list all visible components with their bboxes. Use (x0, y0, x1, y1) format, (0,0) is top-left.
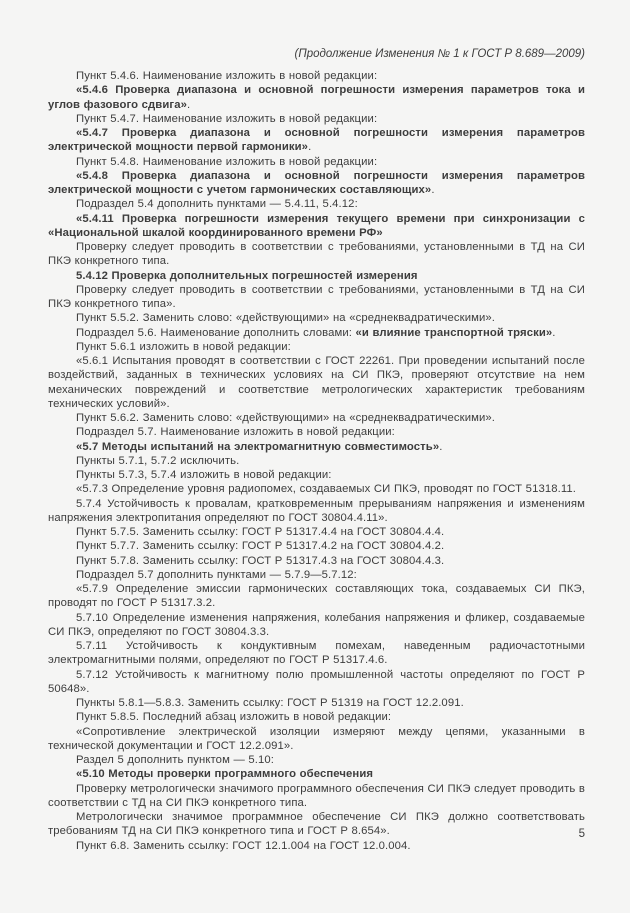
paragraph (48, 411, 585, 425)
text-run: Метрологически значимое программное обеспечение СИ ПКЭ должно соответствовать требованиям ТД на СИ ПКЭ конкретного типа и ГОСТ Р 8.654». (48, 811, 585, 838)
paragraph (48, 725, 585, 754)
paragraph (48, 112, 585, 126)
paragraph (48, 582, 585, 611)
paragraph (48, 497, 585, 526)
text-run-bold: «5.4.8 Проверка диапазона и основной погрешности измерения параметров электрической мощности с учетом гармонических составляющих» (48, 169, 585, 196)
paragraph (48, 568, 585, 582)
continuation-header: (Продолжение Изменения № 1 к ГОСТ Р 8.689—2009) (294, 48, 585, 60)
text-run-bold: «5.7 Методы испытаний на электромагнитную совместимость» (76, 440, 440, 453)
paragraph (48, 696, 585, 710)
text-run: . (186, 98, 191, 111)
text-run-bold: «и влияние транспортной тряски» (355, 326, 553, 339)
paragraph (48, 326, 585, 340)
paragraph (48, 354, 585, 411)
paragraph (48, 668, 585, 697)
text-run: . (308, 141, 312, 154)
text-run: «5.7.9 Определение эмиссии гармонических составляющих тока, создаваемых СИ ПКЭ, проводят по ГОСТ Р 51317.3.2. (48, 583, 585, 610)
paragraph (48, 83, 585, 112)
text-run: Пункт 5.7.7. Заменить ссылку: ГОСТ Р 51317.4.2 на ГОСТ 30804.4.2. (76, 540, 445, 553)
text-run: Подраздел 5.4 дополнить пунктами — 5.4.11, 5.4.12: (76, 198, 358, 211)
text-run: Подраздел 5.6. Наименование дополнить словами: (76, 326, 356, 339)
paragraph (48, 212, 585, 241)
paragraph (48, 69, 585, 83)
text-run: 5.7.12 Устойчивость к магнитному полю промышленной частоты определяют по ГОСТ Р 50648». (48, 668, 585, 695)
text-run: . (552, 326, 556, 339)
paragraph (48, 454, 585, 468)
paragraph (48, 639, 585, 668)
text-run-bold: «5.10 Методы проверки программного обеспечения (76, 768, 374, 781)
paragraph (48, 169, 585, 198)
text-run: Пункт 5.5.2. Заменить слово: «действующими» на «среднеквадратическими». (76, 312, 496, 325)
paragraph (48, 611, 585, 640)
paragraph (48, 839, 585, 853)
text-run-bold: 5.4.12 Проверка дополнительных погрешностей измерения (76, 269, 418, 282)
text-run-bold: «5.4.7 Проверка диапазона и основной погрешности измерения параметров электрической мощности первой гармоники» (48, 127, 585, 154)
paragraph (48, 425, 585, 439)
text-run: Пункт 5.4.7. Наименование изложить в новой редакции: (76, 112, 378, 125)
text-run: Проверку метрологически значимого программного обеспечения СИ ПКЭ следует проводить в соответствии с ТД на СИ ПКЭ конкретного типа. (48, 782, 585, 809)
text-run: «5.7.3 Определение уровня радиопомех, создаваемых СИ ПКЭ, проводят по ГОСТ 51318.11. (76, 483, 576, 496)
text-run: Пункт 5.8.5. Последний абзац изложить в новой редакции: (76, 711, 392, 724)
paragraph (48, 283, 585, 312)
paragraph (48, 340, 585, 354)
text-run: Подраздел 5.7 дополнить пунктами — 5.7.9—5.7.12: (76, 568, 357, 581)
text-run: Раздел 5 дополнить пунктом — 5.10: (76, 754, 275, 766)
text-run: Пункт 6.8. Заменить ссылку: ГОСТ 12.1.004 на ГОСТ 12.0.004. (76, 839, 411, 852)
page-number: 5 (578, 828, 585, 840)
text-run: Пункт 5.4.6. Наименование изложить в новой редакции: (76, 70, 378, 82)
paragraph (48, 197, 585, 211)
paragraph (48, 710, 585, 724)
text-run: Пункт 5.7.5. Заменить ссылку: ГОСТ Р 51317.4.4 на ГОСТ 30804.4.4. (76, 526, 445, 538)
text-run: Пункт 5.7.8. Заменить ссылку: ГОСТ Р 51317.4.3 на ГОСТ 30804.4.3. (76, 554, 445, 567)
text-run: 5.7.10 Определение изменения напряжения, колебания напряжения и фликер, создаваемые СИ ПКЭ, определяют по ГОСТ 30804.3.3. (48, 611, 585, 638)
paragraph (48, 767, 585, 781)
text-run: «Сопротивление электрической изоляции измеряют между цепями, указанными в технической документации и ГОСТ 12.2.091». (48, 725, 585, 752)
text-run: 5.7.4 Устойчивость к провалам, кратковременным прерываниям напряжения и изменениям напряжения электропитания определяют по ГОСТ 30804.4.11». (48, 497, 585, 524)
paragraph (48, 482, 585, 496)
text-run: . (439, 440, 443, 453)
text-run-bold: «5.4.11 Проверка погрешности измерения текущего времени при синхронизации с «Национальной шкалой координированного времени РФ» (48, 212, 585, 239)
text-run: . (431, 184, 435, 196)
paragraph (48, 525, 585, 539)
text-run: Пункт 5.6.1 изложить в новой редакции: (76, 340, 291, 353)
text-run: Проверку следует проводить в соответствии с требованиями, установленными в ТД на СИ ПКЭ конкретного типа». (48, 283, 585, 310)
paragraph (48, 753, 585, 767)
paragraph (48, 269, 585, 283)
paragraph (48, 468, 585, 482)
text-run: Пункты 5.7.3, 5.7.4 изложить в новой редакции: (76, 469, 332, 481)
text-run: «5.6.1 Испытания проводят в соответствии с ГОСТ 22261. При проведении испытаний после воздействий, заданных в технических условиях на СИ ПКЭ, проверяют отсутствие на нем механических повреждений и соответствие метрологических характеристик требованиям технических условий». (48, 355, 585, 410)
text-run: Пункты 5.8.1—5.8.3. Заменить ссылку: ГОСТ Р 51319 на ГОСТ 12.2.091. (76, 697, 464, 709)
text-run-bold: «5.4.6 Проверка диапазона и основной погрешности измерения параметров тока и углов фазового сдвига» (48, 84, 585, 111)
text-run: Подраздел 5.7. Наименование изложить в новой редакции: (76, 426, 395, 439)
document-body (48, 69, 585, 853)
paragraph (48, 311, 585, 325)
paragraph (48, 782, 585, 811)
paragraph (48, 126, 585, 155)
text-run: 5.7.11 Устойчивость к кондуктивным помехам, наведенным радиочастотными электромагнитными полями, определяют по ГОСТ Р 51317.4.6. (48, 640, 585, 667)
paragraph (48, 554, 585, 568)
paragraph (48, 155, 585, 169)
text-run: Проверку следует проводить в соответствии с требованиями, установленными в ТД на СИ ПКЭ конкретного типа. (48, 241, 585, 268)
paragraph (48, 240, 585, 269)
paragraph (48, 440, 585, 454)
text-run: Пункт 5.4.8. Наименование изложить в новой редакции: (76, 155, 378, 168)
text-run: Пункт 5.6.2. Заменить слово: «действующими» на «среднеквадратическими». (76, 412, 496, 424)
text-run: Пункты 5.7.1, 5.7.2 исключить. (76, 454, 240, 467)
paragraph (48, 539, 585, 553)
